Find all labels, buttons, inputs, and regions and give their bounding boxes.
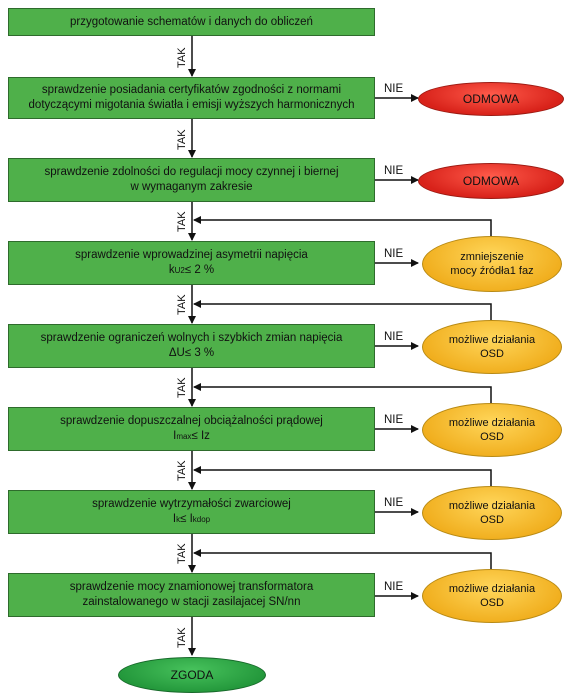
step-4-f-sub: U2 (174, 266, 185, 275)
step-6-f-sub: max (176, 432, 192, 441)
step-6-formula (173, 429, 210, 444)
step-1-text: przygotowanie schematów i danych do obliczeń (70, 15, 313, 28)
outcome-osd-1-line2: OSD (480, 348, 504, 360)
outcome-reject-2-text: ODMOWA (462, 174, 520, 188)
outcome-final-text: ZGODA (170, 668, 214, 682)
nie-label-2: NIE (384, 165, 404, 177)
step-1-box (8, 8, 375, 36)
nie-label-6: NIE (384, 497, 404, 509)
nie-label-1: NIE (384, 83, 404, 95)
step-7-f-b: ≤ I (180, 513, 193, 525)
loop-2 (194, 304, 491, 320)
outcome-osd-3-line2: OSD (480, 514, 504, 526)
outcome-reject-1 (418, 82, 564, 116)
outcome-osd-4-line2: OSD (480, 597, 504, 609)
tak-label-2: TAK (176, 129, 188, 150)
tak-label-8: TAK (176, 627, 188, 648)
step-2-line2: dotyczącymi migotania światła i emisji wyższych harmonicznych (28, 99, 355, 111)
step-8-line1: sprawdzenie mocy znamionowej transformatora (69, 581, 314, 593)
step-5-box (8, 324, 375, 368)
outcome-reject-1-text: ODMOWA (462, 92, 520, 106)
step-7-f-sub2: kdop (192, 515, 211, 524)
step-4-box (8, 241, 375, 285)
outcome-osd-4 (422, 569, 562, 623)
step-3-line2: w wymaganym zakresie (130, 181, 253, 193)
loop-3 (194, 387, 491, 403)
nie-label-5: NIE (384, 414, 404, 426)
outcome-final (118, 657, 266, 693)
step-5-formula: ΔU≤ 3 % (168, 347, 215, 359)
outcome-osd-1-line1: możliwe działania (448, 334, 536, 346)
step-8-box (8, 573, 375, 617)
step-7-box (8, 490, 375, 534)
step-4-f-a: k (168, 264, 175, 276)
outcome-osd-3-line1: możliwe działania (448, 500, 536, 512)
step-7-f-a: I (172, 513, 177, 525)
step-4-line1: sprawdzenie wprowadzinej asymetrii napięcia (75, 249, 308, 261)
loop-1 (194, 220, 491, 236)
step-5-line1: sprawdzenie ograniczeń wolnych i szybkich zmian napięcia (40, 332, 343, 344)
outcome-asymmetry (422, 236, 562, 292)
step-7-f-sub: k (176, 515, 181, 524)
tak-label-6: TAK (176, 460, 188, 481)
outcome-asymmetry-line1: zmniejszenie (460, 251, 524, 263)
outcome-osd-2-line1: możliwe działania (448, 417, 536, 429)
step-7-formula (173, 512, 210, 527)
step-8-line2: zainstalowanego w stacji zasilajacej SN/nn (82, 596, 301, 608)
step-2-line1: sprawdzenie posiadania certyfikatów zgodności z normami (41, 84, 342, 96)
outcome-asymmetry-line2: mocy źródła1 faz (450, 265, 534, 277)
nie-label-4: NIE (384, 331, 404, 343)
step-4-formula (169, 263, 214, 278)
tak-label-1: TAK (176, 47, 188, 68)
nie-label-7: NIE (384, 581, 404, 593)
step-4-f-b: ≤ 2 % (184, 264, 215, 276)
loop-4 (194, 470, 491, 486)
step-2-box (8, 77, 375, 119)
tak-label-5: TAK (176, 377, 188, 398)
outcome-osd-4-line1: możliwe działania (448, 583, 536, 595)
step-6-box (8, 407, 375, 451)
outcome-osd-2-line2: OSD (480, 431, 504, 443)
tak-label-3: TAK (176, 211, 188, 232)
step-3-box (8, 158, 375, 202)
loop-5 (194, 553, 491, 569)
step-6-f-b: ≤ Iz (191, 430, 210, 442)
outcome-osd-2 (422, 403, 562, 457)
step-6-line1: sprawdzenie dopuszczalnej obciążalności prądowej (60, 415, 323, 427)
tak-label-4: TAK (176, 294, 188, 315)
step-3-line1: sprawdzenie zdolności do regulacji mocy czynnej i biernej (44, 166, 339, 178)
tak-label-7: TAK (176, 543, 188, 564)
outcome-osd-1 (422, 320, 562, 374)
outcome-reject-2 (418, 163, 564, 199)
step-7-line1: sprawdzenie wytrzymałości zwarciowej (92, 498, 291, 510)
outcome-osd-3 (422, 486, 562, 540)
nie-label-3: NIE (384, 248, 404, 260)
step-6-f-a: I (173, 430, 177, 442)
